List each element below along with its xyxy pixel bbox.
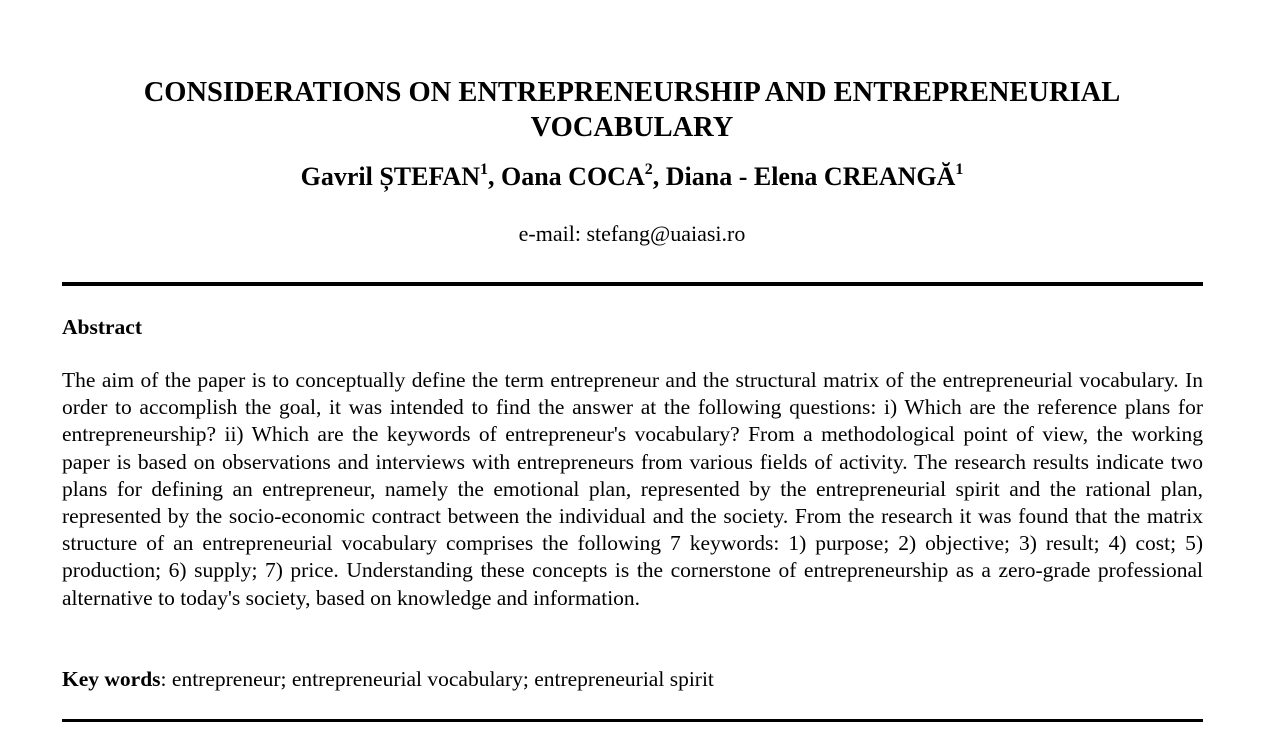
email-label: e-mail: — [518, 221, 581, 246]
abstract-text: The aim of the paper is to conceptually define the term entrepreneur and the structural matrix of the entrepreneurial vocabulary. In order to accomplish the goal, it was intended to find the answer at the following questions: i) Which are the reference plans for entrepreneurship? ii) Which are the keywords of entrepreneur's vocabulary? From a methodological point of view, the working paper is based on observations and interviews with entrepreneurs from various fields of activity. The research results indicate two plans for defining an entrepreneur, namely the emotional plan, represented by the entrepreneurial spirit and the rational plan, represented by the socio-economic contract between the individual and the society. From the research it was found that the matrix structure of an entrepreneurial vocabulary comprises the following 7 keywords: 1) purpose; 2) objective; 3) result; 4) cost; 5) production; 6) supply; 7) price. Understanding these concepts is the cornerstone of entrepreneurship as a zero-grade professional alternative to today's society, based on knowledge and information. — [62, 368, 1203, 610]
author-affiliation-marker: 1 — [479, 161, 488, 178]
author-name: Oana COCA — [500, 162, 645, 191]
author-name: Gavril ȘTEFAN — [300, 162, 480, 191]
author-separator: , — [487, 162, 501, 191]
keywords-label: Key words — [62, 667, 161, 691]
bottom-divider — [62, 719, 1203, 722]
author-affiliation-marker: 2 — [644, 161, 653, 178]
email-address: stefang@uaiasi.ro — [586, 221, 746, 246]
paper-title: CONSIDERATIONS ON ENTREPRENEURSHIP AND ENTREPRENEURIAL VOCABULARY — [143, 77, 1121, 144]
keywords-line — [62, 666, 1203, 693]
author-list — [60, 160, 1204, 194]
abstract-heading: Abstract — [62, 315, 143, 339]
author-name: Diana - Elena CREANGĂ — [665, 162, 956, 191]
keywords-list: : entrepreneur; entrepreneurial vocabulary; entrepreneurial spirit — [160, 667, 714, 691]
author-affiliation-marker: 1 — [955, 161, 964, 178]
author-separator: , — [652, 162, 666, 191]
contact-email-line — [60, 220, 1204, 248]
top-divider — [62, 282, 1203, 286]
